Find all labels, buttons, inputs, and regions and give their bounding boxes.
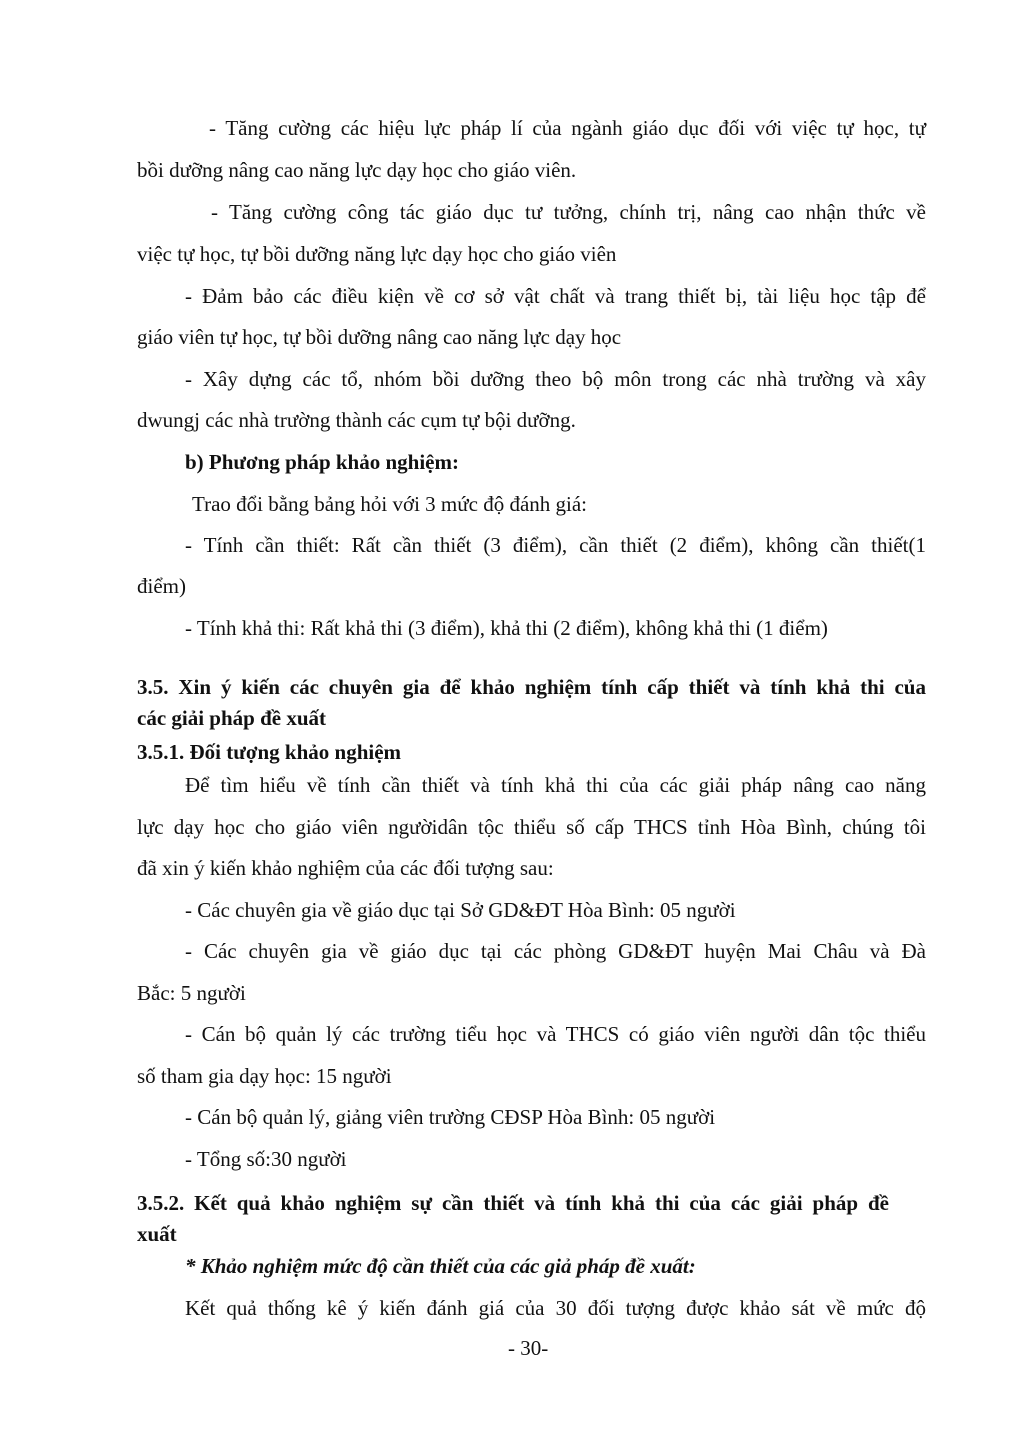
subsection-heading: 3.5.1. Đối tượng khảo nghiệm <box>137 740 402 764</box>
body-line: - Tăng cường các hiệu lực pháp lí của ngành giáo dục đối với việc tự học, tự <box>209 116 926 140</box>
body-line: số tham gia dạy học: 15 người <box>137 1064 392 1088</box>
body-line: - Tổng số:30 người <box>185 1147 347 1171</box>
body-line: Trao đổi bằng bảng hỏi với 3 mức độ đánh giá: <box>192 492 588 516</box>
subsection-heading: xuất <box>137 1222 177 1246</box>
body-line: - Tăng cường công tác giáo dục tư tưởng, chính trị, nâng cao nhận thức về <box>211 200 926 224</box>
body-line: bồi dưỡng nâng cao năng lực dạy học cho giáo viên. <box>137 158 577 182</box>
body-line: điểm) <box>137 574 186 598</box>
body-line: - Cán bộ quản lý, giảng viên trường CĐSP Hòa Bình: 05 người <box>185 1105 716 1129</box>
body-line: - Tính khả thi: Rất khả thi (3 điểm), khả thi (2 điểm), không khả thi (1 điểm) <box>185 616 828 640</box>
body-line: - Các chuyên gia về giáo dục tại Sở GD&ĐT Hòa Bình: 05 người <box>185 898 736 922</box>
body-line: việc tự học, tự bồi dưỡng năng lực dạy học cho giáo viên <box>137 242 617 266</box>
italic-heading: * Khảo nghiệm mức độ cần thiết của các giả pháp đề xuất: <box>185 1254 696 1278</box>
subsection-heading: b) Phương pháp khảo nghiệm: <box>185 450 459 474</box>
body-line: đã xin ý kiến khảo nghiệm của các đối tượng sau: <box>137 856 554 880</box>
body-line: - Các chuyên gia về giáo dục tại các phòng GD&ĐT huyện Mai Châu và Đà <box>185 939 926 963</box>
body-line: Để tìm hiểu về tính cần thiết và tính khả thi của các giải pháp nâng cao năng <box>185 773 926 797</box>
body-line: - Đảm bảo các điều kiện về cơ sở vật chất và trang thiết bị, tài liệu học tập để <box>185 284 926 308</box>
section-heading: các giải pháp đề xuất <box>137 706 327 730</box>
body-line: - Xây dựng các tổ, nhóm bồi dưỡng theo bộ môn trong các nhà trường và xây <box>185 367 926 391</box>
section-heading: 3.5. Xin ý kiến các chuyên gia để khảo nghiệm tính cấp thiết và tính khả thi của <box>137 675 926 699</box>
body-line: Kết quả thống kê ý kiến đánh giá của 30 đối tượng được khảo sát về mức độ <box>185 1296 926 1320</box>
subsection-heading: 3.5.2. Kết quả khảo nghiệm sự cần thiết và tính khả thi của các giải pháp đề <box>137 1191 889 1215</box>
body-line: lực dạy học cho giáo viên ngườidân tộc thiểu số cấp THCS tỉnh Hòa Bình, chúng tôi <box>137 815 926 839</box>
body-line: dwungj các nhà trường thành các cụm tự bội dưỡng. <box>137 408 576 432</box>
body-line: - Cán bộ quản lý các trường tiểu học và THCS có giáo viên người dân tộc thiểu <box>185 1022 926 1046</box>
body-line: Bắc: 5 người <box>137 981 246 1005</box>
body-line: - Tính cần thiết: Rất cần thiết (3 điểm), cần thiết (2 điểm), không cần thiết(1 <box>185 533 926 557</box>
page-number: - 30- <box>508 1336 549 1360</box>
body-line: giáo viên tự học, tự bồi dưỡng nâng cao năng lực dạy học <box>137 325 622 349</box>
